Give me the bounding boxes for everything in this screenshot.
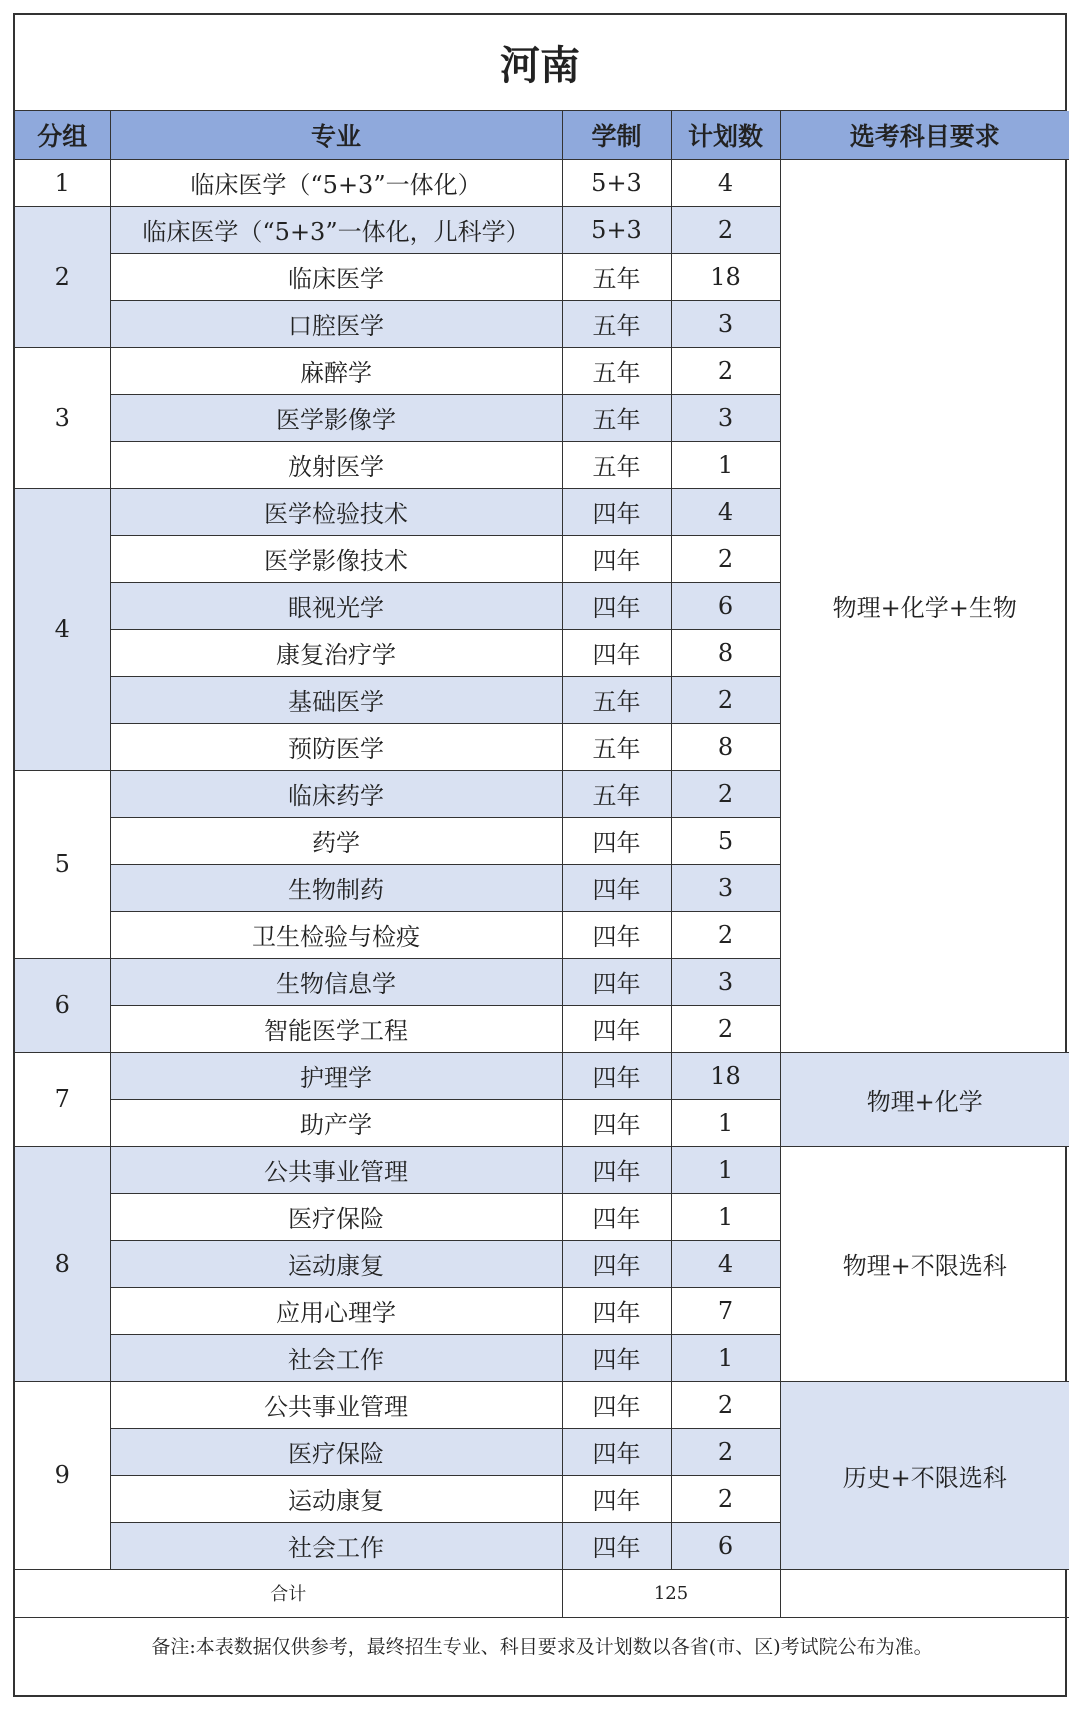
major-cell: 医学检验技术 [110, 488, 562, 535]
plan-cell: 3 [671, 864, 780, 911]
major-cell: 生物信息学 [110, 958, 562, 1005]
table-row [15, 1381, 1069, 1428]
major-cell: 公共事业管理 [110, 1146, 562, 1193]
duration-cell: 四年 [562, 1099, 671, 1146]
major-cell: 康复治疗学 [110, 629, 562, 676]
plan-cell: 4 [671, 159, 780, 206]
duration-cell: 四年 [562, 864, 671, 911]
group-cell: 6 [15, 958, 110, 1052]
page-title: 河南 [15, 15, 1065, 111]
duration-cell: 四年 [562, 1005, 671, 1052]
plan-cell: 4 [671, 488, 780, 535]
plan-cell: 3 [671, 394, 780, 441]
plan-cell: 2 [671, 535, 780, 582]
plan-cell: 8 [671, 723, 780, 770]
enrollment-sheet [13, 13, 1067, 1697]
group-cell: 8 [15, 1146, 110, 1381]
plan-cell: 3 [671, 300, 780, 347]
major-cell: 医疗保险 [110, 1428, 562, 1475]
group-cell: 7 [15, 1052, 110, 1146]
enrollment-table [15, 111, 1069, 1674]
duration-cell: 四年 [562, 1287, 671, 1334]
duration-cell: 四年 [562, 1193, 671, 1240]
duration-cell: 四年 [562, 1146, 671, 1193]
duration-cell: 四年 [562, 1052, 671, 1099]
header-duration: 学制 [562, 111, 671, 159]
duration-cell: 四年 [562, 911, 671, 958]
plan-cell: 1 [671, 1193, 780, 1240]
plan-cell: 6 [671, 1522, 780, 1569]
major-cell: 基础医学 [110, 676, 562, 723]
plan-cell: 4 [671, 1240, 780, 1287]
group-cell: 1 [15, 159, 110, 206]
note-text: 备注:本表数据仅供参考，最终招生专业、科目要求及计划数以各省(市、区)考试院公布为准。 [15, 1617, 1069, 1674]
major-cell: 临床医学（“5+3”一体化，儿科学） [110, 206, 562, 253]
major-cell: 生物制药 [110, 864, 562, 911]
plan-cell: 2 [671, 1381, 780, 1428]
duration-cell: 四年 [562, 1475, 671, 1522]
requirement-cell: 历史+不限选科 [780, 1381, 1069, 1569]
group-cell: 3 [15, 347, 110, 488]
table-row [15, 1052, 1069, 1099]
header-plan: 计划数 [671, 111, 780, 159]
major-cell: 社会工作 [110, 1522, 562, 1569]
table-header-row [15, 111, 1069, 159]
plan-cell: 2 [671, 347, 780, 394]
table-row [15, 159, 1069, 206]
duration-cell: 五年 [562, 394, 671, 441]
plan-cell: 7 [671, 1287, 780, 1334]
duration-cell: 四年 [562, 535, 671, 582]
major-cell: 医疗保险 [110, 1193, 562, 1240]
table-body [15, 159, 1069, 1569]
duration-cell: 四年 [562, 1240, 671, 1287]
duration-cell: 五年 [562, 300, 671, 347]
plan-cell: 2 [671, 770, 780, 817]
plan-cell: 2 [671, 1428, 780, 1475]
major-cell: 放射医学 [110, 441, 562, 488]
duration-cell: 四年 [562, 1428, 671, 1475]
major-cell: 运动康复 [110, 1475, 562, 1522]
duration-cell: 五年 [562, 253, 671, 300]
plan-cell: 1 [671, 441, 780, 488]
major-cell: 护理学 [110, 1052, 562, 1099]
group-cell: 5 [15, 770, 110, 958]
duration-cell: 五年 [562, 347, 671, 394]
total-row [15, 1569, 1069, 1617]
total-empty-cell [780, 1569, 1069, 1617]
plan-cell: 2 [671, 1475, 780, 1522]
requirement-cell: 物理+化学 [780, 1052, 1069, 1146]
group-cell: 2 [15, 206, 110, 347]
major-cell: 医学影像学 [110, 394, 562, 441]
total-value: 125 [562, 1569, 780, 1617]
major-cell: 运动康复 [110, 1240, 562, 1287]
major-cell: 预防医学 [110, 723, 562, 770]
header-group: 分组 [15, 111, 110, 159]
duration-cell: 四年 [562, 1522, 671, 1569]
group-cell: 9 [15, 1381, 110, 1569]
plan-cell: 18 [671, 253, 780, 300]
major-cell: 临床药学 [110, 770, 562, 817]
total-label: 合计 [15, 1569, 562, 1617]
requirement-cell: 物理+化学+生物 [780, 159, 1069, 1052]
plan-cell: 1 [671, 1146, 780, 1193]
major-cell: 临床医学（“5+3”一体化） [110, 159, 562, 206]
major-cell: 助产学 [110, 1099, 562, 1146]
table-row [15, 1146, 1069, 1193]
duration-cell: 5+3 [562, 159, 671, 206]
plan-cell: 2 [671, 911, 780, 958]
plan-cell: 2 [671, 676, 780, 723]
plan-cell: 18 [671, 1052, 780, 1099]
group-cell: 4 [15, 488, 110, 770]
note-row [15, 1617, 1069, 1674]
duration-cell: 四年 [562, 1334, 671, 1381]
plan-cell: 1 [671, 1099, 780, 1146]
duration-cell: 四年 [562, 488, 671, 535]
major-cell: 眼视光学 [110, 582, 562, 629]
plan-cell: 8 [671, 629, 780, 676]
plan-cell: 1 [671, 1334, 780, 1381]
duration-cell: 五年 [562, 676, 671, 723]
duration-cell: 四年 [562, 582, 671, 629]
duration-cell: 四年 [562, 629, 671, 676]
plan-cell: 2 [671, 1005, 780, 1052]
duration-cell: 5+3 [562, 206, 671, 253]
major-cell: 口腔医学 [110, 300, 562, 347]
plan-cell: 6 [671, 582, 780, 629]
plan-cell: 2 [671, 206, 780, 253]
major-cell: 药学 [110, 817, 562, 864]
major-cell: 临床医学 [110, 253, 562, 300]
plan-cell: 5 [671, 817, 780, 864]
duration-cell: 五年 [562, 723, 671, 770]
header-major: 专业 [110, 111, 562, 159]
header-requirement: 选考科目要求 [780, 111, 1069, 159]
major-cell: 医学影像技术 [110, 535, 562, 582]
duration-cell: 五年 [562, 441, 671, 488]
major-cell: 社会工作 [110, 1334, 562, 1381]
major-cell: 应用心理学 [110, 1287, 562, 1334]
plan-cell: 3 [671, 958, 780, 1005]
major-cell: 麻醉学 [110, 347, 562, 394]
major-cell: 公共事业管理 [110, 1381, 562, 1428]
major-cell: 智能医学工程 [110, 1005, 562, 1052]
major-cell: 卫生检验与检疫 [110, 911, 562, 958]
requirement-cell: 物理+不限选科 [780, 1146, 1069, 1381]
duration-cell: 五年 [562, 770, 671, 817]
duration-cell: 四年 [562, 817, 671, 864]
duration-cell: 四年 [562, 1381, 671, 1428]
duration-cell: 四年 [562, 958, 671, 1005]
